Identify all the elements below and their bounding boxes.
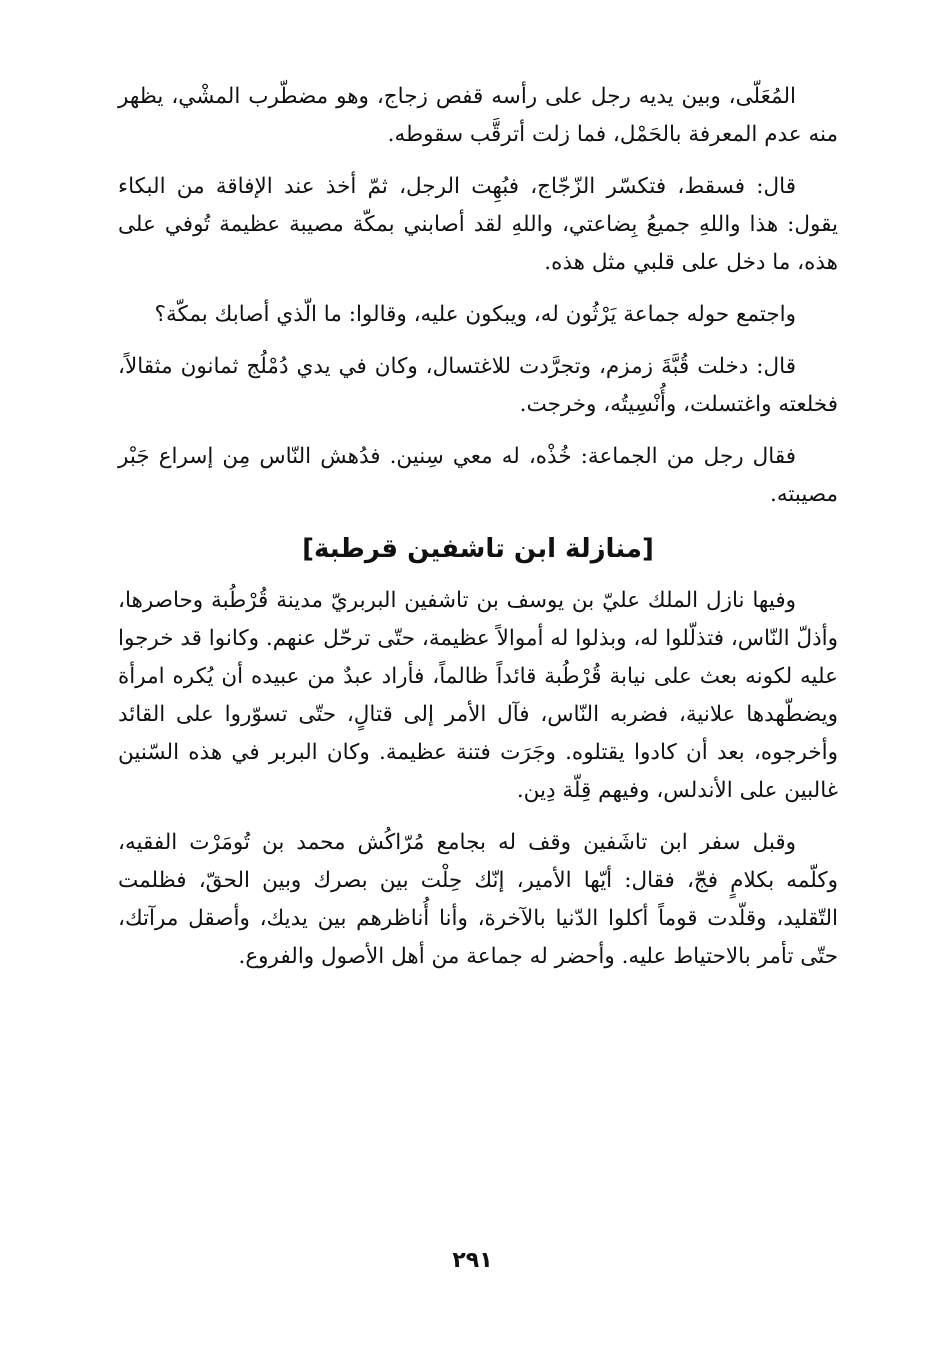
- paragraph-3: واجتمع حوله جماعة يَرْثُون له، ويبكون عليه، وقالوا: ما الّذي أصابك بمكّة؟: [154, 302, 796, 327]
- paragraph-1: المُعَلّى، وبين يديه رجل على رأسه قفص زجاج، وهو مضطّرب المشْي، يظهر منه عدم المعرفة بالحَمْل، فما زلت أترقَّب سقوطه.: [118, 84, 838, 147]
- paragraph-2: قال: فسقط، فتكسّر الزّجّاج، فبُهِت الرجل، ثمّ أخذ عند الإفاقة من البكاء يقول: هذا واللهِ جميعُ بِضاعتي، واللهِ لقد أصابني بمكّة مصيبة عظيمة تُوفي على هذه، ما دخل على قلبي مثل هذه.: [118, 174, 838, 275]
- paragraph-4: قال: دخلت قُبَّةَ زمزم، وتجرَّدت للاغتسال، وكان في يدي دُمْلُج ثمانون مثقالاً، فخلعته واغتسلت، وأُنْسِيتُه، وخرجت.: [118, 354, 838, 417]
- paragraph-7: وقبل سفر ابن تاشَفين وقف له بجامع مُرّاكُش محمد بن تُومَرْت الفقيه، وكلّمه بكلامٍ فجّ، فقال: أيّها الأمير، إنّك حِلْت بين بصرك وبين الحقّ، فظلمت التّقليد، وقلّدت قوماً أكلوا الدّنيا بالآخرة، وأنا أُناظرهم بين يديك، وأصقل مرآتك، حتّى تأمر بالاحتياط عليه. وأحضر له جماعة من أهل الأصول والفروع.: [118, 830, 838, 969]
- page-number: ٢٩١: [452, 1248, 493, 1273]
- section-heading: [منازلة ابن تاشفين قرطبة]: [302, 534, 654, 564]
- paragraph-5: فقال رجل من الجماعة: خُذْه، له معي سِنين. فدُهش النّاس مِن إسراع جَبْر مصيبته.: [118, 444, 838, 507]
- paragraph-6: وفيها نازل الملك عليّ بن يوسف بن تاشفين البربريّ مدينة قُرْطُبة وحاصرها، وأذلّ النّاس، فتذلّلوا له، وبذلوا له أموالاً عظيمة، حتّى ترحّل عنهم. وكانوا قد خرجوا عليه لكونه بعث على نيابة قُرْطُبة قائداً ظالماً، فأراد عبدٌ من عبيده أن يُكره امرأة ويضطّهدها علانية، فضربه النّاس، فآل الأمر إلى قتالٍ، حتّى تسوّروا على القائد وأخرجوه، بعد أن كادوا يقتلوه. وجَرَت فتنة عظيمة. وكان البربر في هذه السّنين غالبين على الأندلس، وفيهم قِلّة دِين.: [118, 588, 838, 803]
- page-body: [118, 78, 838, 990]
